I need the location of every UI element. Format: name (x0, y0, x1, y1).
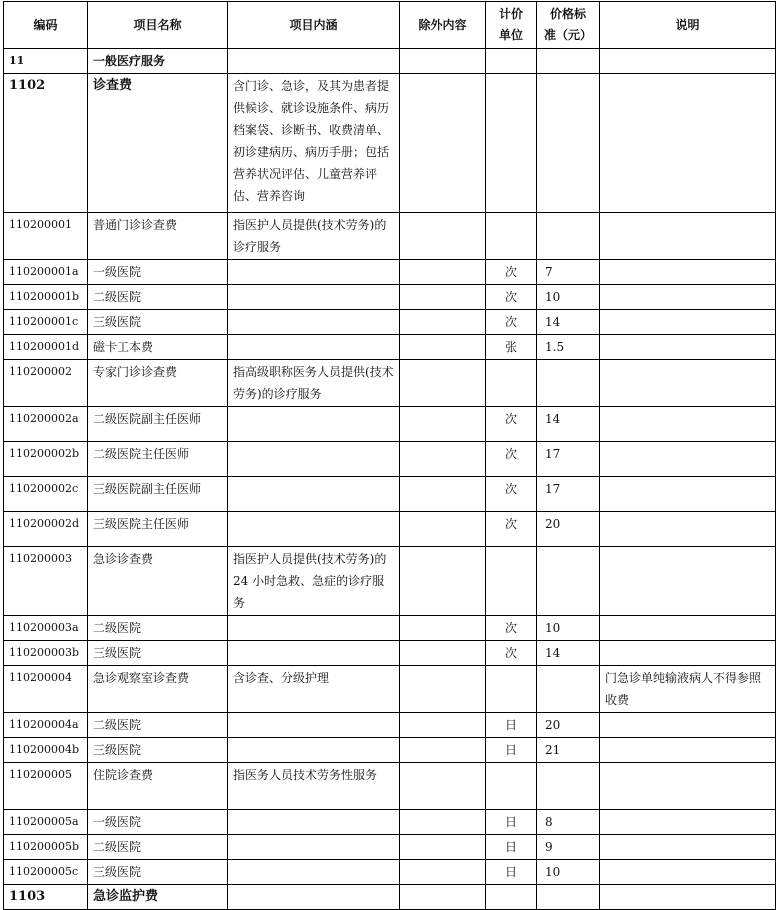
table-row (4, 49, 776, 74)
table-body (4, 49, 776, 910)
header-note: 说明 (600, 2, 776, 49)
cell-excluded (400, 213, 486, 260)
cell-code: 110200001b (4, 285, 88, 310)
cell-connotation (228, 260, 400, 285)
cell-price: 10 (537, 616, 600, 641)
cell-unit: 次 (486, 407, 537, 442)
cell-excluded (400, 407, 486, 442)
cell-price: 7 (537, 260, 600, 285)
cell-name: 磁卡工本费 (88, 335, 228, 360)
cell-note (600, 285, 776, 310)
cell-note (600, 810, 776, 835)
cell-price: 10 (537, 285, 600, 310)
cell-price: 14 (537, 407, 600, 442)
cell-code: 11 (4, 49, 88, 74)
cell-note (600, 335, 776, 360)
header-name: 项目名称 (88, 2, 228, 49)
cell-price: 20 (537, 512, 600, 547)
cell-note (600, 477, 776, 512)
cell-code: 110200005c (4, 860, 88, 885)
cell-name: 住院诊查费 (88, 763, 228, 810)
cell-unit: 次 (486, 512, 537, 547)
cell-note (600, 738, 776, 763)
cell-connotation (228, 713, 400, 738)
cell-excluded (400, 738, 486, 763)
cell-connotation (228, 477, 400, 512)
header-unit (486, 2, 537, 49)
cell-excluded (400, 477, 486, 512)
cell-note (600, 885, 776, 910)
table-row (4, 738, 776, 763)
header-unit-line2: 单位 (498, 28, 523, 42)
cell-connotation: 指医护人员提供(技术劳务)的 24 小时急救、急症的诊疗服务 (228, 547, 400, 616)
header-price (537, 2, 600, 49)
cell-code: 110200001a (4, 260, 88, 285)
cell-code: 110200005b (4, 835, 88, 860)
cell-code: 110200002a (4, 407, 88, 442)
cell-code: 110200005 (4, 763, 88, 810)
cell-name: 一级医院 (88, 810, 228, 835)
cell-excluded (400, 335, 486, 360)
cell-note (600, 74, 776, 213)
cell-excluded (400, 442, 486, 477)
header-code: 编码 (4, 2, 88, 49)
cell-unit: 日 (486, 738, 537, 763)
cell-code: 110200002b (4, 442, 88, 477)
cell-name: 二级医院 (88, 285, 228, 310)
table-row (4, 713, 776, 738)
cell-unit: 次 (486, 260, 537, 285)
cell-excluded (400, 74, 486, 213)
cell-connotation (228, 310, 400, 335)
table-row (4, 547, 776, 616)
cell-excluded (400, 666, 486, 713)
cell-unit (486, 885, 537, 910)
header-price-line2: 准（元） (543, 28, 592, 42)
cell-unit: 张 (486, 335, 537, 360)
cell-name: 二级医院 (88, 713, 228, 738)
cell-note (600, 360, 776, 407)
cell-note (600, 547, 776, 616)
table-row (4, 616, 776, 641)
cell-note (600, 49, 776, 74)
table-row (4, 666, 776, 713)
cell-connotation (228, 860, 400, 885)
cell-price: 8 (537, 810, 600, 835)
cell-unit: 次 (486, 641, 537, 666)
table-row (4, 310, 776, 335)
cell-name: 三级医院 (88, 310, 228, 335)
cell-note (600, 835, 776, 860)
cell-code: 110200004a (4, 713, 88, 738)
cell-name: 三级医院副主任医师 (88, 477, 228, 512)
table-row (4, 885, 776, 910)
cell-unit: 日 (486, 810, 537, 835)
cell-unit: 次 (486, 477, 537, 512)
cell-connotation (228, 407, 400, 442)
cell-note: 门急诊单纯输液病人不得参照收费 (600, 666, 776, 713)
table-row (4, 860, 776, 885)
table-row (4, 260, 776, 285)
cell-name: 急诊监护费 (88, 885, 228, 910)
cell-name: 一般医疗服务 (88, 49, 228, 74)
cell-name: 三级医院 (88, 641, 228, 666)
cell-code: 110200001 (4, 213, 88, 260)
cell-excluded (400, 810, 486, 835)
cell-connotation (228, 616, 400, 641)
cell-connotation (228, 335, 400, 360)
cell-price (537, 763, 600, 810)
header-excluded: 除外内容 (400, 2, 486, 49)
cell-unit: 次 (486, 310, 537, 335)
cell-name: 二级医院 (88, 835, 228, 860)
cell-unit: 日 (486, 835, 537, 860)
fee-table (3, 1, 776, 910)
cell-unit: 次 (486, 285, 537, 310)
cell-code: 110200003b (4, 641, 88, 666)
cell-price: 1.5 (537, 335, 600, 360)
cell-price (537, 74, 600, 213)
cell-unit (486, 74, 537, 213)
cell-connotation (228, 810, 400, 835)
cell-price (537, 49, 600, 74)
cell-code: 110200002c (4, 477, 88, 512)
table-row (4, 835, 776, 860)
cell-note (600, 616, 776, 641)
cell-note (600, 260, 776, 285)
table-row (4, 641, 776, 666)
table-row (4, 810, 776, 835)
cell-name: 诊查费 (88, 74, 228, 213)
cell-excluded (400, 360, 486, 407)
cell-note (600, 310, 776, 335)
cell-connotation: 指医护人员提供(技术劳务)的诊疗服务 (228, 213, 400, 260)
cell-note (600, 442, 776, 477)
cell-excluded (400, 860, 486, 885)
header-connotation: 项目内涵 (228, 2, 400, 49)
cell-connotation (228, 885, 400, 910)
header-row (4, 2, 776, 49)
cell-excluded (400, 260, 486, 285)
cell-price: 21 (537, 738, 600, 763)
cell-price (537, 213, 600, 260)
table-row (4, 74, 776, 213)
header-price-line1: 价格标 (549, 7, 586, 21)
cell-excluded (400, 641, 486, 666)
cell-connotation (228, 49, 400, 74)
cell-code: 110200002 (4, 360, 88, 407)
table-row (4, 335, 776, 360)
cell-note (600, 213, 776, 260)
cell-price: 10 (537, 860, 600, 885)
cell-unit: 日 (486, 713, 537, 738)
cell-excluded (400, 713, 486, 738)
cell-price (537, 885, 600, 910)
cell-connotation (228, 442, 400, 477)
cell-excluded (400, 49, 486, 74)
cell-code: 110200001d (4, 335, 88, 360)
cell-name: 普通门诊诊查费 (88, 213, 228, 260)
cell-connotation (228, 641, 400, 666)
cell-connotation: 含诊查、分级护理 (228, 666, 400, 713)
table-row (4, 477, 776, 512)
table-row (4, 763, 776, 810)
cell-note (600, 407, 776, 442)
cell-name: 急诊观察室诊查费 (88, 666, 228, 713)
table-row (4, 213, 776, 260)
cell-name: 专家门诊诊查费 (88, 360, 228, 407)
cell-name: 三级医院主任医师 (88, 512, 228, 547)
cell-price: 17 (537, 477, 600, 512)
cell-code: 110200002d (4, 512, 88, 547)
cell-note (600, 763, 776, 810)
cell-price (537, 360, 600, 407)
table-row (4, 285, 776, 310)
cell-unit: 次 (486, 442, 537, 477)
cell-name: 二级医院 (88, 616, 228, 641)
cell-code: 110200004b (4, 738, 88, 763)
cell-name: 二级医院副主任医师 (88, 407, 228, 442)
cell-price: 17 (537, 442, 600, 477)
cell-unit (486, 763, 537, 810)
table-row (4, 360, 776, 407)
cell-connotation (228, 512, 400, 547)
cell-code: 110200004 (4, 666, 88, 713)
cell-name: 三级医院 (88, 860, 228, 885)
cell-connotation (228, 285, 400, 310)
cell-price: 20 (537, 713, 600, 738)
cell-connotation (228, 835, 400, 860)
table-row (4, 407, 776, 442)
cell-name: 二级医院主任医师 (88, 442, 228, 477)
cell-unit (486, 360, 537, 407)
cell-code: 110200001c (4, 310, 88, 335)
cell-excluded (400, 835, 486, 860)
cell-code: 110200003a (4, 616, 88, 641)
cell-unit: 次 (486, 616, 537, 641)
cell-code: 1103 (4, 885, 88, 910)
cell-price (537, 666, 600, 713)
cell-connotation: 含门诊、急诊，及其为患者提供候诊、就诊设施条件、病历档案袋、诊断书、收费清单、初诊建病历、病历手册；包括营养状况评估、儿童营养评估、营养咨询 (228, 74, 400, 213)
cell-price: 14 (537, 641, 600, 666)
cell-unit (486, 547, 537, 616)
cell-connotation (228, 738, 400, 763)
cell-excluded (400, 310, 486, 335)
cell-code: 110200005a (4, 810, 88, 835)
cell-note (600, 641, 776, 666)
cell-unit: 日 (486, 860, 537, 885)
cell-price (537, 547, 600, 616)
cell-excluded (400, 616, 486, 641)
cell-note (600, 860, 776, 885)
header-unit-line1: 计价 (498, 7, 523, 21)
cell-connotation: 指医务人员技术劳务性服务 (228, 763, 400, 810)
cell-unit (486, 666, 537, 713)
cell-unit (486, 49, 537, 74)
cell-excluded (400, 547, 486, 616)
cell-excluded (400, 285, 486, 310)
cell-excluded (400, 885, 486, 910)
cell-note (600, 512, 776, 547)
cell-excluded (400, 512, 486, 547)
table-row (4, 512, 776, 547)
cell-name: 一级医院 (88, 260, 228, 285)
cell-note (600, 713, 776, 738)
cell-excluded (400, 763, 486, 810)
cell-name: 急诊诊查费 (88, 547, 228, 616)
cell-price: 9 (537, 835, 600, 860)
cell-code: 110200003 (4, 547, 88, 616)
cell-name: 三级医院 (88, 738, 228, 763)
cell-unit (486, 213, 537, 260)
cell-connotation: 指高级职称医务人员提供(技术劳务)的诊疗服务 (228, 360, 400, 407)
cell-code: 1102 (4, 74, 88, 213)
cell-price: 14 (537, 310, 600, 335)
table-row (4, 442, 776, 477)
